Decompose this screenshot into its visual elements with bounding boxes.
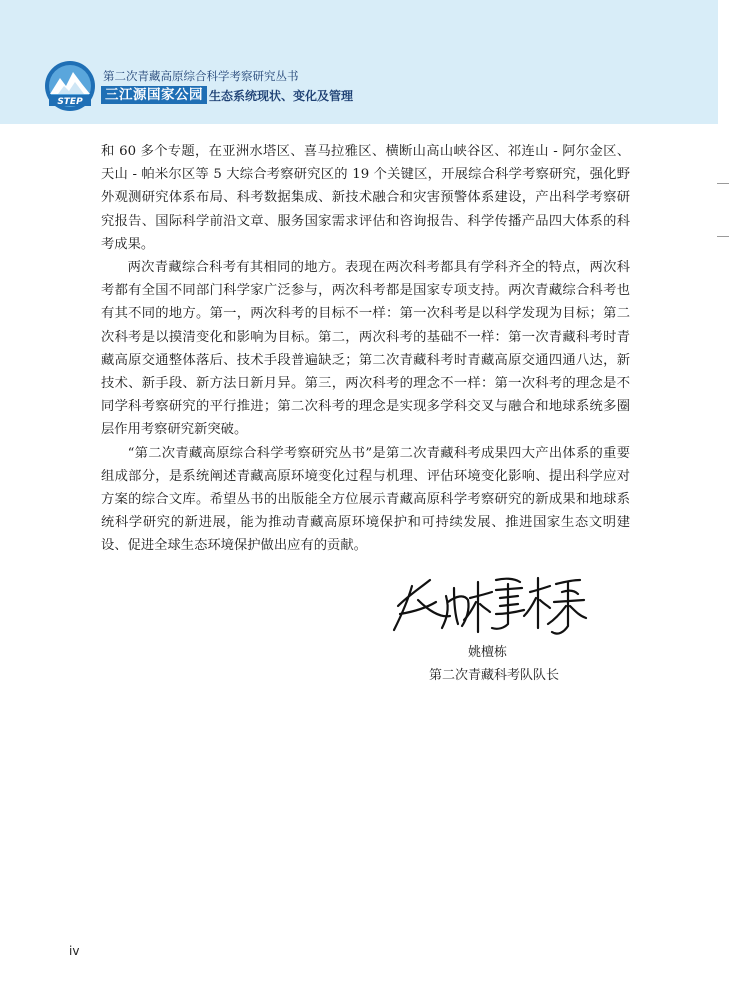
handwritten-signature xyxy=(392,566,588,642)
margin-tick-mark xyxy=(717,236,729,237)
step-logo-icon xyxy=(44,60,96,112)
series-title: 第二次青藏高原综合科学考察研究丛书 xyxy=(103,69,299,83)
signature-text: 姚檀栋 xyxy=(480,635,500,642)
page-number: iv xyxy=(69,944,80,958)
book-title xyxy=(101,86,353,104)
logo-text: STEP xyxy=(57,97,83,107)
margin-tick-mark xyxy=(717,183,729,184)
author-name: 姚檀栋 xyxy=(468,645,508,660)
body-text xyxy=(101,140,630,558)
book-title-subtitle: 生态系统现状、变化及管理 xyxy=(209,88,354,103)
paragraph-2: 两次青藏综合科考有其相同的地方。表现在两次科考都具有学科齐全的特点，两次科考都有全国不同部门科学家广泛参与，两次科考都是国家专项支持。两次青藏综合科考也有其不同的地方。第一，两次科考的目标不一样：第一次科考是以科学发现为目标；第二次科考是以摸清变化和影响为目标。第二，两次科考的基础不一样：第一次青藏科考时青藏高原交通整体落后、技术手段普遍缺乏；第二次青藏科考时青藏高原交通四通八达，新技术、新手段、新方法日新月异。第三，两次科考的理念不一样：第一次科考的理念是不同学科考察研究的平行推进；第二次科考的理念是实现多学科交叉与融合和地球系统多圈层作用考察研究新突破。 xyxy=(101,260,630,438)
header-band xyxy=(0,0,718,124)
author-role: 第二次青藏科考队队长 xyxy=(429,668,560,683)
paragraph-1: 和 60 多个专题，在亚洲水塔区、喜马拉雅区、横断山高山峡谷区、祁连山 - 阿尔金区、天山 - 帕米尔区等 5 大综合考察研究区的 19 个关键区，开展综合科学考察研究，强化野外观测研究体系布局、科考数据集成、新技术融合和灾害预警体系建设，产出科学考察研究报告、国际科学前沿文章、服务国家需求评估和咨询报告、科学传播产品四大体系的科考成果。 xyxy=(101,144,630,252)
book-title-main: 三江源国家公园 xyxy=(101,86,207,104)
paragraph-3: “第二次青藏高原综合科学考察研究丛书”是第二次青藏科考成果四大产出体系的重要组成部分，是系统阐述青藏高原环境变化过程与机理、评估环境变化影响、提出科学应对方案的综合文库。希望丛书的出版能全方位展示青藏高原科学考察研究的新成果和地球系统科学研究的新进展，能为推动青藏高原环境保护和可持续发展、推进国家生态文明建设、促进全球生态环境保护做出应有的贡献。 xyxy=(101,445,630,554)
